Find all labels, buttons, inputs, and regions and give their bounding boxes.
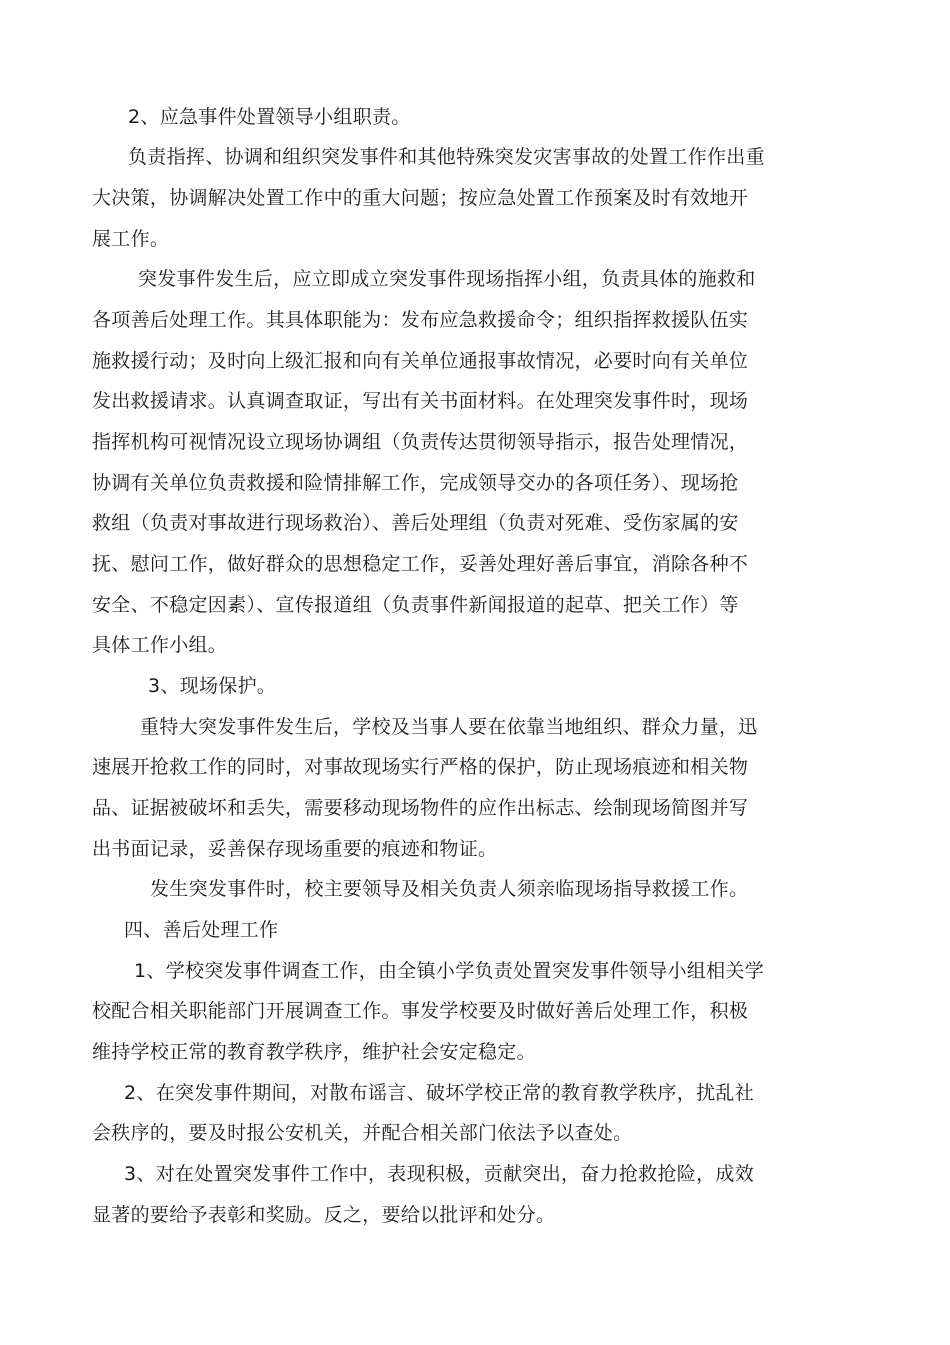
line-26: 会秩序的，要及时报公安机关，并配合相关部门依法予以查处。 (92, 1122, 633, 1144)
line-21: 四、善后处理工作 (124, 919, 279, 941)
line-19: 出书面记录，妥善保存现场重要的痕迹和物证。 (92, 838, 498, 860)
line-8: 发出救援请求。认真调查取证，写出有关书面材料。在处理突发事件时，现场 (92, 390, 749, 412)
line-17: 速展开抢救工作的同时，对事故现场实行严格的保护，防止现场痕迹和相关物 (92, 756, 749, 778)
line-5: 突发事件发生后，应立即成立突发事件现场指挥小组，负责具体的施救和 (138, 268, 756, 290)
line-7: 施救援行动；及时向上级汇报和向有关单位通报事故情况，必要时向有关单位 (92, 350, 749, 372)
line-3: 大决策，协调解决处置工作中的重大问题；按应急处置工作预案及时有效地开 (92, 187, 749, 209)
line-11: 救组（负责对事故进行现场救治）、善后处理组（负责对死难、受伤家属的安 (92, 512, 739, 534)
line-10: 协调有关单位负责救援和险情排解工作，完成领导交办的各项任务）、现场抢 (92, 472, 739, 494)
line-25: 2、在突发事件期间，对散布谣言、破坏学校正常的教育教学秩序，扰乱社 (124, 1082, 754, 1104)
line-9: 指挥机构可视情况设立现场协调组（负责传达贯彻领导指示，报告处理情况， (92, 431, 749, 453)
line-1: 2、应急事件处置领导小组职责。 (128, 106, 411, 128)
line-23: 校配合相关职能部门开展调查工作。事发学校要及时做好善后处理工作，积极 (92, 1000, 749, 1022)
line-4: 展工作。 (92, 228, 170, 250)
line-16: 重特大突发事件发生后，学校及当事人要在依靠当地组织、群众力量，迅 (140, 716, 758, 738)
line-15: 3、现场保护。 (148, 675, 277, 697)
line-14: 具体工作小组。 (92, 634, 228, 656)
line-12: 抚、慰问工作，做好群众的思想稳定工作，妥善处理好善后事宜，消除各种不 (92, 553, 749, 575)
line-22: 1、学校突发事件调查工作，由全镇小学负责处置突发事件领导小组相关学 (134, 960, 764, 982)
line-2: 负责指挥、协调和组织突发事件和其他特殊突发灾害事故的处置工作作出重 (128, 146, 765, 168)
line-6: 各项善后处理工作。其具体职能为：发布应急救援命令；组织指挥救援队伍实 (92, 309, 749, 331)
line-28: 显著的要给予表彰和奖励。反之，要给以批评和处分。 (92, 1204, 556, 1226)
line-13: 安全、不稳定因素）、宣传报道组（负责事件新闻报道的起草、把关工作）等 (92, 594, 739, 616)
line-20: 发生突发事件时，校主要领导及相关负责人须亲临现场指导救援工作。 (150, 878, 749, 900)
line-18: 品、证据被破坏和丢失，需要移动现场物件的应作出标志、绘制现场简图并写 (92, 797, 749, 819)
line-27: 3、对在处置突发事件工作中，表现积极，贡献突出，奋力抢救抢险，成效 (124, 1163, 754, 1185)
line-24: 维持学校正常的教育教学秩序，维护社会安定稳定。 (92, 1041, 536, 1063)
